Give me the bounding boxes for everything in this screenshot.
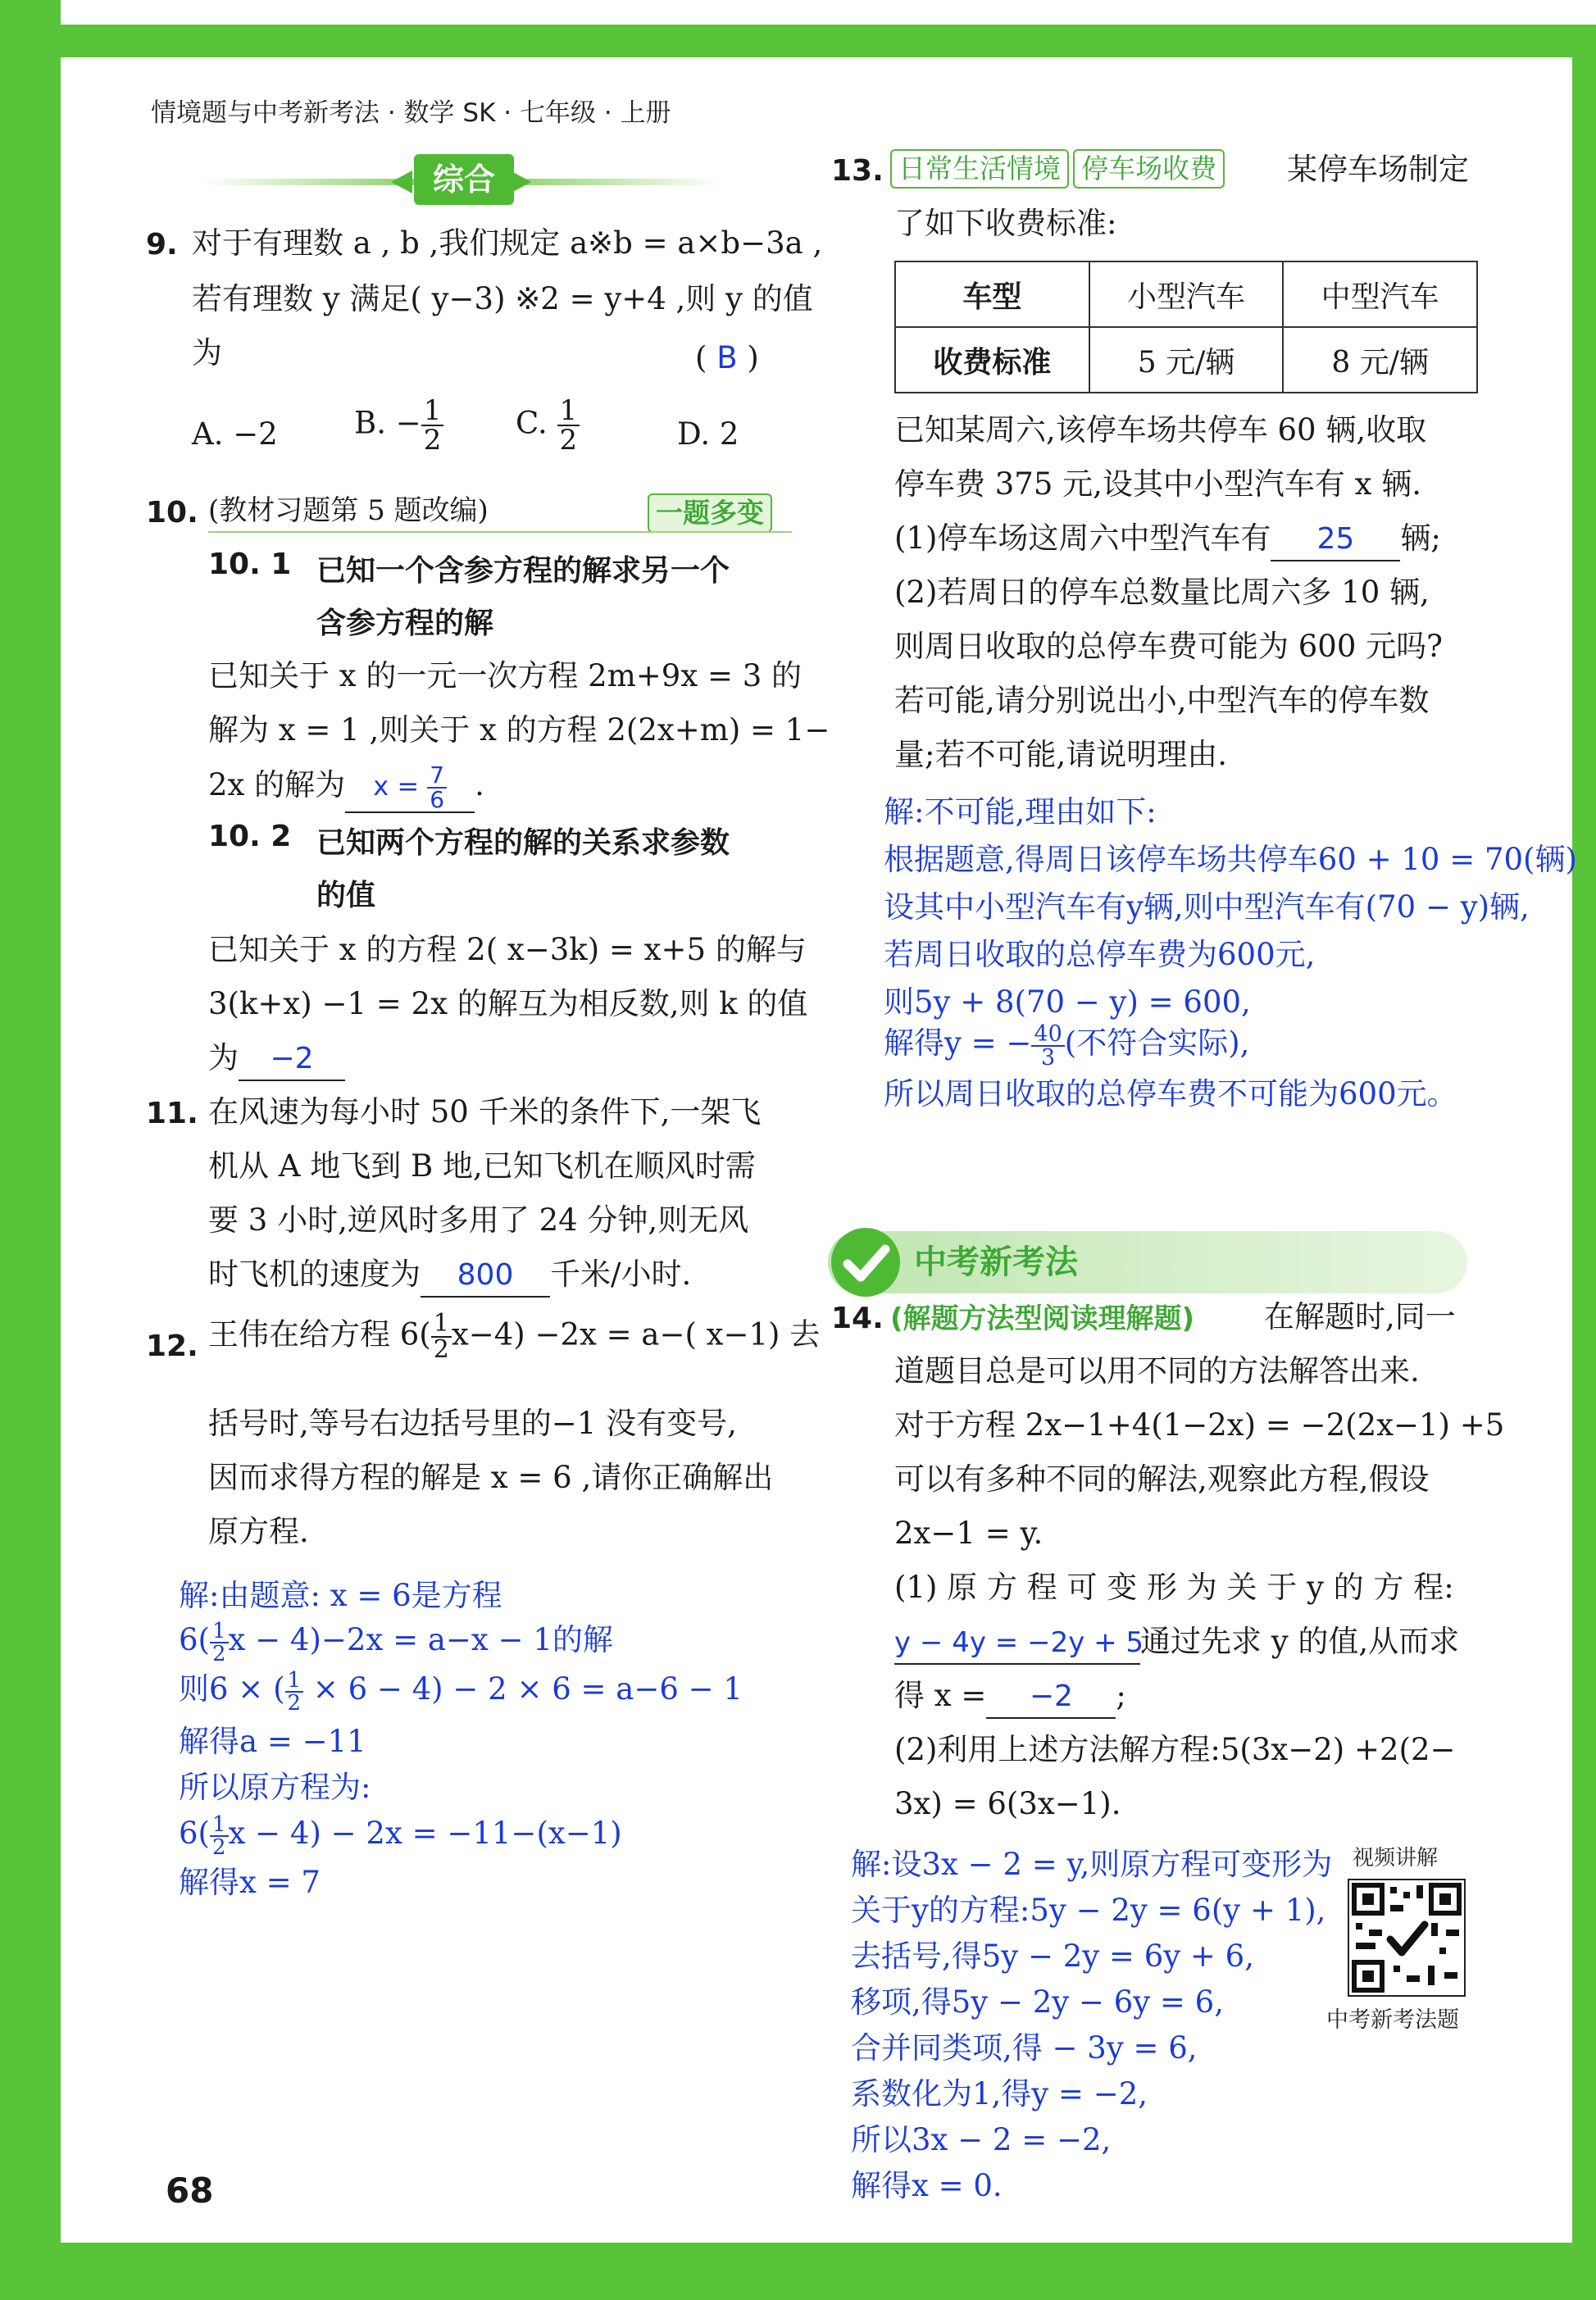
q9-option-d: D. 2 bbox=[677, 416, 739, 452]
q11-line3: 要 3 小时,逆风时多用了 24 分钟,则无风 bbox=[208, 1202, 749, 1238]
table-cell-medium: 中型汽车 bbox=[1283, 261, 1477, 327]
q14-line2: 道题目总是可以用不同的方法解答出来. bbox=[894, 1353, 1420, 1389]
q13-line1: 某停车场制定 bbox=[1287, 152, 1469, 187]
q13-tags bbox=[890, 149, 1225, 189]
q10-source: (教材习题第 5 题改编) bbox=[208, 494, 489, 527]
check-badge-icon bbox=[828, 1225, 903, 1300]
q13-solution-2: 根据题意,得周日该停车场共停车60 + 10 = 70(辆) bbox=[884, 842, 1577, 877]
section-title-zhongkao: 中考新考法 bbox=[914, 1243, 1078, 1281]
q9-answer-bracket: ( B ) bbox=[695, 340, 759, 375]
q14-answer-1: y − 4y = −2y + 5 bbox=[894, 1622, 1140, 1665]
q14-solution-2: 关于y的方程:5y − 2y = 6(y + 1), bbox=[851, 1893, 1326, 1928]
q13-answer-1: 25 bbox=[1271, 519, 1400, 561]
q13-solution-6: 解得y = − $\frac{40}{3}$ (不符合实际), bbox=[884, 1020, 1250, 1070]
q10-2-title-1: 已知两个方程的解的关系求参数 bbox=[316, 826, 730, 860]
q9-line1: 对于有理数 a , b ,我们规定 a※b = a×b−3a , bbox=[192, 225, 823, 261]
qr-code-icon bbox=[1349, 1880, 1464, 1995]
q10-2-answer: −2 bbox=[239, 1039, 345, 1081]
q13-solution-1: 解:不可能,理由如下: bbox=[884, 794, 1157, 830]
q14-solution-8: 解得x = 0. bbox=[851, 2168, 1003, 2203]
q13-para2: 停车费 375 元,设其中小型汽车有 x 辆. bbox=[894, 466, 1422, 502]
q14-line4: 可以有多种不同的解法,观察此方程,假设 bbox=[894, 1461, 1430, 1497]
q9-line3: 为 bbox=[192, 335, 222, 370]
q9-line2: 若有理数 y 满足( y−3) ※2 = y+4 ,则 y 的值 bbox=[192, 281, 813, 316]
q14-line6: (1) 原 方 程 可 变 形 为 关 于 y 的 方 程: bbox=[894, 1570, 1454, 1605]
q14-line3: 对于方程 2x−1+4(1−2x) = −2(2x−1) +5 bbox=[894, 1407, 1505, 1443]
q13-para1: 已知某周六,该停车场共停车 60 辆,收取 bbox=[894, 412, 1427, 448]
q14-solution-3: 去括号,得5y − 2y = 6y + 6, bbox=[851, 1939, 1254, 1974]
q12-line1: 王伟在给方程 6( $\frac{1}{2}$ x−4) −2x = a−( x−1) 去 bbox=[208, 1309, 821, 1364]
frame-left bbox=[0, 0, 61, 2300]
q13-solution-4: 若周日收取的总停车费为600元, bbox=[884, 937, 1316, 972]
q14-number: 14. bbox=[831, 1302, 884, 1335]
q9-option-b: B. − $\frac{1}{2}$ bbox=[354, 397, 443, 454]
table-row bbox=[895, 327, 1477, 393]
q10-divider bbox=[208, 531, 792, 533]
q10-1-line1: 已知关于 x 的一元一次方程 2m+9x = 3 的 bbox=[208, 658, 803, 693]
q14-solution-4: 移项,得5y − 2y − 6y = 6, bbox=[851, 1984, 1224, 2020]
page-number: 68 bbox=[166, 2170, 214, 2211]
q14-line8: 得 x = −2 ; bbox=[894, 1675, 1126, 1719]
frame-bottom bbox=[0, 2243, 1596, 2300]
q10-1-title-1: 已知一个含参方程的解求另一个 bbox=[316, 554, 730, 588]
q13-solution-7: 所以周日收取的总停车费不可能为600元。 bbox=[884, 1076, 1457, 1111]
q9-option-a: A. −2 bbox=[192, 416, 278, 452]
q12-number: 12. bbox=[146, 1330, 198, 1363]
running-header: 情境题与中考新考法 · 数学 SK · 七年级 · 上册 bbox=[151, 98, 671, 128]
q14-solution-6: 系数化为1,得y = −2, bbox=[851, 2076, 1148, 2111]
q10-1-line2: 解为 x = 1 ,则关于 x 的方程 2(2x+m) = 1− bbox=[208, 712, 830, 748]
q14-line9: (2)利用上述方法解方程:5(3x−2) +2(2− bbox=[894, 1732, 1456, 1767]
q10-1-line3: 2x 的解为 x = $\frac{7}{6}$ . bbox=[208, 761, 484, 813]
table-header-vehicle: 车型 bbox=[895, 261, 1089, 327]
q11-line2: 机从 A 地飞到 B 地,已知飞机在顺风时需 bbox=[208, 1148, 756, 1184]
q13-solution-3: 设其中小型汽车有y辆,则中型汽车有(70 − y)辆, bbox=[884, 889, 1530, 925]
q14-solution-5: 合并同类项,得 − 3y = 6, bbox=[851, 2030, 1198, 2066]
q10-1-answer: x = $\frac{7}{6}$ bbox=[345, 764, 475, 813]
q11-number: 11. bbox=[146, 1097, 198, 1130]
qr-caption-bottom: 中考新考法题 bbox=[1326, 2007, 1459, 2033]
q13-line2: 了如下收费标准: bbox=[894, 206, 1117, 241]
table-cell-small: 小型汽车 bbox=[1089, 261, 1284, 327]
q13-part2-line2: 则周日收取的总停车费可能为 600 元吗? bbox=[894, 629, 1443, 664]
q10-1-number: 10. 1 bbox=[208, 548, 292, 581]
q14-line7: y − 4y = −2y + 5通过先求 y 的值,从而求 bbox=[894, 1621, 1459, 1665]
q13-part2-line1: (2)若周日的停车总数量比周六多 10 辆, bbox=[894, 575, 1430, 610]
q14-line1: 在解题时,同一 bbox=[1264, 1299, 1456, 1334]
q14-answer-2: −2 bbox=[986, 1676, 1116, 1719]
q10-number: 10. bbox=[146, 496, 198, 530]
q14-line10: 3x) = 6(3x−1). bbox=[894, 1786, 1121, 1821]
q13-part2-line4: 量;若不可能,请说明理由. bbox=[894, 737, 1227, 772]
q14-solution-7: 所以3x − 2 = −2, bbox=[851, 2122, 1112, 2157]
table-header-fee: 收费标准 bbox=[895, 327, 1089, 393]
frame-right bbox=[1572, 25, 1596, 2270]
q10-2-line1: 已知关于 x 的方程 2( x−3k) = x+5 的解与 bbox=[208, 932, 807, 967]
q10-2-number: 10. 2 bbox=[208, 820, 292, 853]
q13-tag-topic: 停车场收费 bbox=[1073, 149, 1225, 189]
q13-part2-line3: 若可能,请分别说出小,中型汽车的停车数 bbox=[894, 683, 1430, 718]
q10-tag: 一题多变 bbox=[648, 493, 772, 533]
q12-line3: 因而求得方程的解是 x = 6 ,请你正确解出 bbox=[208, 1460, 774, 1495]
q12-solution-1: 解:由题意: x = 6是方程 bbox=[179, 1578, 502, 1613]
q12-solution-6: 6( $\frac{1}{2}$ x − 4) − 2x = −11−(x−1) bbox=[179, 1811, 622, 1860]
q11-line1: 在风速为每小时 50 千米的条件下,一架飞 bbox=[208, 1094, 762, 1130]
q10-2-title-2: 的值 bbox=[316, 879, 376, 912]
q14-tag: (解题方法型阅读理解题) bbox=[890, 1302, 1195, 1335]
q12-line4: 原方程. bbox=[208, 1514, 309, 1549]
q9-answer: B bbox=[716, 340, 738, 375]
q13-solution-5: 则5y + 8(70 − y) = 600, bbox=[884, 984, 1251, 1020]
q14-solution-1: 解:设3x − 2 = y,则原方程可变形为 bbox=[851, 1847, 1333, 1882]
q10-2-line2: 3(k+x) −1 = 2x 的解互为相反数,则 k 的值 bbox=[208, 986, 808, 1021]
table-cell-medium-fee: 8 元/辆 bbox=[1283, 327, 1477, 393]
q10-2-line3: 为 −2 bbox=[208, 1038, 345, 1081]
q11-answer: 800 bbox=[421, 1255, 550, 1298]
qr-code[interactable] bbox=[1348, 1879, 1466, 1997]
table-cell-small-fee: 5 元/辆 bbox=[1089, 327, 1284, 393]
q12-solution-2: 6( $\frac{1}{2}$ x − 4)−2x = a−x − 1的解 bbox=[179, 1618, 613, 1666]
q13-part1: (1)停车场这周六中型汽车有 25 辆; bbox=[894, 518, 1441, 561]
q11-line4: 时飞机的速度为 800 千米/小时. bbox=[208, 1254, 691, 1298]
section-title-zonghe: 综合 bbox=[414, 154, 514, 205]
q12-line2: 括号时,等号右边括号里的−1 没有变号, bbox=[208, 1406, 737, 1441]
q12-solution-5: 所以原方程为: bbox=[179, 1770, 371, 1805]
q12-solution-7: 解得x = 7 bbox=[179, 1865, 321, 1900]
q9-number: 9. bbox=[146, 228, 178, 261]
q13-number: 13. bbox=[831, 154, 884, 188]
frame-top bbox=[61, 25, 1577, 57]
q13-tag-context: 日常生活情境 bbox=[890, 149, 1069, 189]
q14-line5: 2x−1 = y. bbox=[894, 1516, 1044, 1551]
q12-solution-4: 解得a = −11 bbox=[179, 1724, 366, 1759]
q12-solution-3: 则6 × ( $\frac{1}{2}$ × 6 − 4) − 2 × 6 = a−6 − 1 bbox=[179, 1667, 743, 1716]
qr-caption-top: 视频讲解 bbox=[1353, 1846, 1439, 1870]
fee-table bbox=[894, 261, 1478, 393]
table-row bbox=[895, 261, 1477, 327]
q10-1-title-2: 含参方程的解 bbox=[316, 607, 494, 640]
q9-option-c: C. $\frac{1}{2}$ bbox=[516, 397, 580, 454]
